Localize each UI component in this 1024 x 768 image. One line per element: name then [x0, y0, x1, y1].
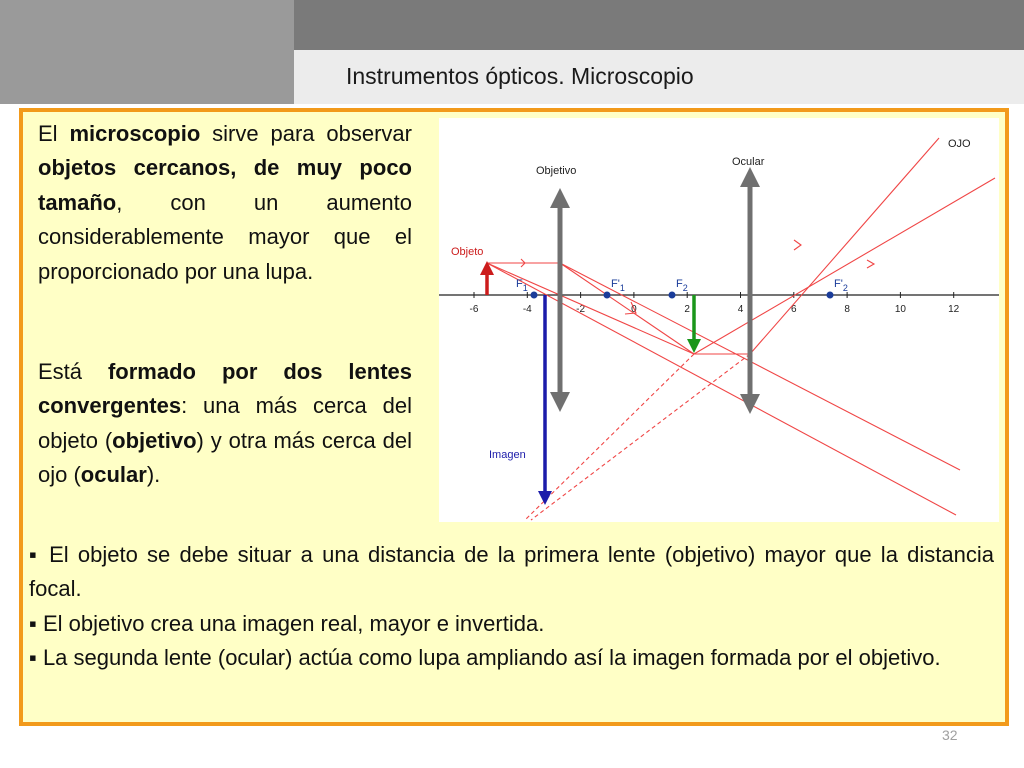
- text: ) y otra más cerca del ojo (: [38, 427, 412, 488]
- bullet-marker: ▪: [29, 610, 37, 636]
- bold-text: objetos cercanos, de muy poco tamaño: [38, 155, 412, 215]
- header-top-bar: [294, 0, 1024, 50]
- label-ojo: OJO: [948, 138, 971, 150]
- label-imagen: Imagen: [489, 449, 526, 461]
- header-title-bar: [294, 50, 1024, 104]
- label-objetivo: Objetivo: [536, 165, 577, 177]
- bold-text: formado por dos lentes convergentes: [38, 359, 412, 419]
- page-number: 32: [942, 727, 958, 743]
- bold-text: microscopio: [69, 121, 201, 146]
- focal-point-f1-prime: [604, 292, 611, 299]
- bullet-item: [29, 607, 994, 641]
- focal-point-f2-prime: [827, 292, 834, 299]
- focal-label-f2-prime: $F'_2$: [834, 278, 848, 293]
- label-objeto: Objeto: [451, 246, 484, 258]
- slide-title: Instrumentos ópticos. Microscopio: [346, 63, 694, 89]
- axis-tick-labels: [470, 304, 960, 315]
- axis-tick-label: 10: [894, 304, 906, 315]
- intro-paragraph-1: [38, 117, 412, 289]
- focal-label-f2: $F_2$: [676, 278, 688, 293]
- bullet-text: El objetivo crea una imagen real, mayor e invertida.: [42, 610, 545, 636]
- text: El: [38, 121, 70, 146]
- axis-tick-label: -6: [469, 304, 479, 315]
- axis-tick-label: -4: [522, 304, 532, 315]
- axis-tick-label: -2: [576, 304, 586, 315]
- axis-tick-label: 6: [791, 304, 797, 315]
- bullet-marker: ▪: [29, 645, 37, 671]
- intro-paragraph-2: [38, 355, 412, 493]
- text: , con un aumento considerablemente mayor que el proporcionado por una lupa.: [38, 189, 412, 284]
- bullet-list: [29, 538, 994, 676]
- ray-arrowhead: [867, 260, 874, 268]
- bold-text: ocular: [80, 462, 147, 488]
- text: : una más cerca del objeto (: [38, 393, 412, 453]
- axis-tick-label: 8: [844, 304, 850, 315]
- ray-extended-2: [487, 263, 956, 515]
- bullet-item: [29, 641, 994, 675]
- virtual-ray-2: [525, 354, 694, 520]
- ray-ocular-out-1: [750, 138, 939, 354]
- ray-diagram-svg: [439, 118, 999, 522]
- microscope-ray-diagram: [439, 118, 999, 522]
- focal-label-f1: $F_1$: [516, 278, 528, 293]
- virtual-ray-1: [531, 354, 750, 520]
- text: Está: [38, 359, 108, 384]
- bullet-item: [29, 538, 994, 607]
- ray-through-center: [487, 263, 694, 354]
- focal-point-f2: [669, 292, 676, 299]
- focal-label-f1-prime: $F'_1$: [611, 278, 625, 293]
- focal-point-f1: [531, 292, 538, 299]
- bold-text: objetivo: [112, 427, 197, 453]
- bullet-text: La segunda lente (ocular) actúa como lupa ampliando así la imagen formada por el objetivo.: [42, 645, 941, 671]
- axis-tick-label: 4: [737, 304, 744, 315]
- light-rays: [487, 138, 995, 520]
- bullet-text: El objeto se debe situar a una distancia de la primera lente (objetivo) mayor que la distancia focal.: [29, 542, 994, 602]
- axis-tick-label: 0: [631, 304, 637, 315]
- text: sirve para observar: [200, 121, 412, 146]
- bullet-marker: ▪: [29, 542, 40, 567]
- axis-tick-label: 2: [684, 304, 690, 315]
- axis-tick-label: 12: [948, 304, 960, 315]
- label-ocular: Ocular: [732, 156, 765, 168]
- ray-ocular-out-2: [694, 178, 995, 354]
- ray-arrowhead: [794, 240, 801, 250]
- header-left-block: [0, 0, 294, 104]
- text: ).: [146, 462, 161, 488]
